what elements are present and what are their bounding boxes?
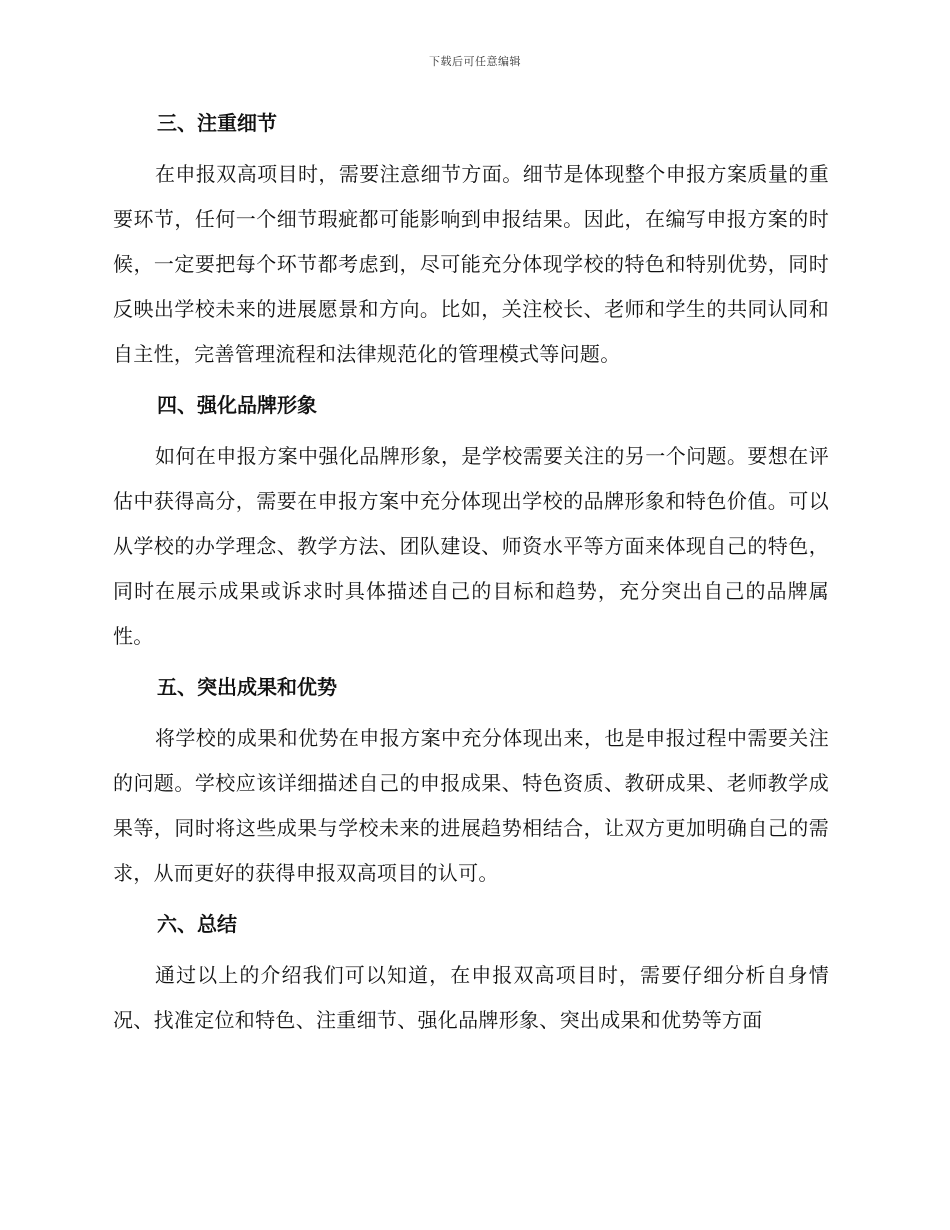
page-header-note: 下载后可任意编辑 <box>429 55 521 68</box>
section-heading: 六、总结 <box>157 912 237 936</box>
section-attention-to-detail <box>113 108 829 377</box>
section-heading: 三、注重细节 <box>157 111 277 135</box>
section-heading: 四、强化品牌形象 <box>157 393 317 417</box>
section-summary <box>113 909 829 1043</box>
section-heading: 五、突出成果和优势 <box>157 675 337 699</box>
section-brand-image <box>113 390 829 659</box>
section-paragraph: 通过以上的介绍我们可以知道，在申报双高项目时，需要仔细分析自身情况、找准定位和特色、注重细节、强化品牌形象、突出成果和优势等方面 <box>113 963 829 1032</box>
section-achievements <box>113 672 829 896</box>
section-paragraph: 如何在申报方案中强化品牌形象，是学校需要关注的另一个问题。要想在评估中获得高分，需要在申报方案中充分体现出学校的品牌形象和特色价值。可以从学校的办学理念、教学方法、团队建设、师资水平等方面来体现自己的特色，同时在展示成果或诉求时具体描述自己的目标和趋势，充分突出自己的品牌属性。 <box>113 444 829 648</box>
section-paragraph: 在申报双高项目时，需要注意细节方面。细节是体现整个申报方案质量的重要环节，任何一个细节瑕疵都可能影响到申报结果。因此，在编写申报方案的时候，一定要把每个环节都考虑到，尽可能充分体现学校的特色和特别优势，同时反映出学校未来的进展愿景和方向。比如，关注校长、老师和学生的共同认同和自主性，完善管理流程和法律规范化的管理模式等问题。 <box>113 162 829 366</box>
section-paragraph: 将学校的成果和优势在申报方案中充分体现出来，也是申报过程中需要关注的问题。学校应该详细描述自己的申报成果、特色资质、教研成果、老师教学成果等，同时将这些成果与学校未来的进展趋势相结合，让双方更加明确自己的需求，从而更好的获得申报双高项目的认可。 <box>113 726 829 885</box>
document-body <box>113 108 829 1056</box>
